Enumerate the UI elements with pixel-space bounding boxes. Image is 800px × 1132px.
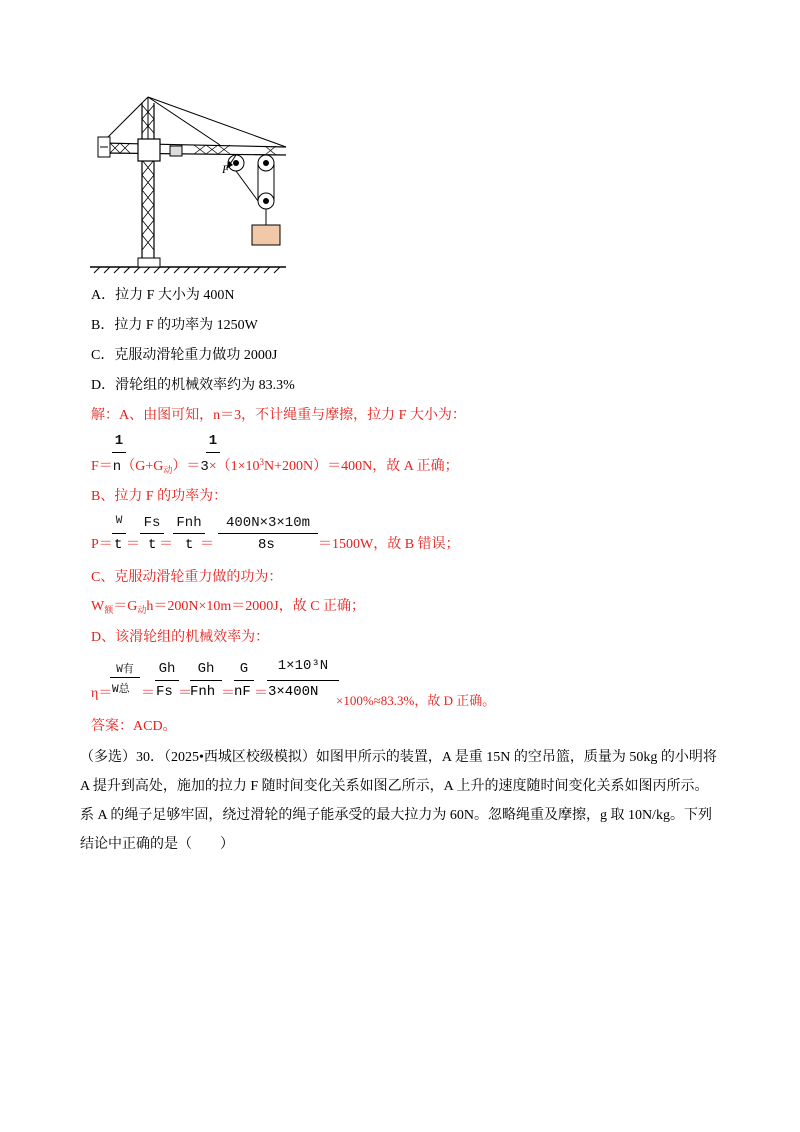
solution-c-head: C、克服动滑轮重力做的功为： — [91, 570, 283, 585]
frac-d3-line — [190, 680, 222, 681]
frac-a2-num: 1 — [208, 433, 218, 449]
frac-d-eq4: ＝ — [254, 686, 268, 701]
option-b: B．拉力 F 的功率为 1250W — [91, 318, 258, 333]
frac-b2-den: t — [148, 537, 157, 553]
frac-b3-line — [173, 533, 205, 534]
question-30-line-3: 系 A 的绳子足够牢固，绕过滑轮的绳子能承受的最大拉力为 60N。忽略绳重及摩擦，g 取 10N/kg。下列 — [80, 808, 712, 823]
frac-d1-line — [110, 677, 140, 678]
frac-d-eq3: ＝ — [221, 686, 235, 701]
frac-d-eq1: ＝ — [141, 686, 155, 701]
solution-d-head: D、该滑轮组的机械效率为： — [91, 630, 270, 645]
frac-b3-num: Fnh — [176, 515, 202, 531]
formula-a-sup: 3 — [259, 457, 265, 467]
frac-d2-den: Fs — [156, 684, 173, 700]
formula-c — [91, 598, 365, 619]
formula-c-mid: ＝G — [113, 599, 138, 614]
formula-c-g-sub: 动 — [137, 605, 147, 615]
formula-c-w-sub: 额 — [104, 605, 114, 615]
frac-b3-den: t — [185, 537, 194, 553]
frac-d4-line — [234, 680, 254, 681]
crane-figure — [90, 95, 290, 275]
formula-c-w: W — [91, 599, 105, 614]
question-30-line-2: A 提升到高处，施加的拉力 F 随时间变化关系如图乙所示，A 上升的速度随时间变化关系如图丙所示。 — [80, 779, 709, 794]
frac-d2-num: Gh — [158, 661, 176, 677]
formula-a-sub: 动 — [163, 465, 173, 475]
frac-b2-line — [140, 533, 164, 534]
formula-b-result: ＝1500W，故 B 错误； — [318, 537, 460, 552]
formula-b — [91, 536, 113, 554]
frac-d5-num: 1×10³N — [277, 658, 329, 674]
formula-d-result: ×100%≈83.3%，故 D 正确。 — [336, 693, 496, 708]
frac-b-eq1: ＝ — [126, 537, 140, 552]
frac-b2-num: Fs — [143, 515, 161, 531]
frac-d1-den: W总 — [112, 684, 130, 696]
question-30-line-4: 结论中正确的是（ ） — [80, 837, 234, 852]
frac-d2-line — [155, 680, 179, 681]
frac-d3-num: Gh — [197, 661, 215, 677]
question-30-line-1: （多选）30．（2025•西城区校级模拟）如图甲所示的装置，A 是重 15N 的空吊篮，质量为 50kg 的小明将 — [80, 750, 717, 765]
frac-b4-num: 400N×3×10m — [225, 515, 310, 531]
formula-a-eq: ）＝ — [172, 459, 201, 474]
frac-b1-line — [112, 533, 126, 534]
formula-a-lhs: F＝ — [91, 459, 113, 474]
formula-a-mid: （G+G — [121, 459, 164, 474]
solution-b-head: B、拉力 F 的功率为： — [91, 489, 228, 504]
formula-c-rest: h＝200N×10m＝2000J，故 C 正确； — [146, 599, 366, 614]
frac-d3-den: Fnh — [190, 684, 216, 700]
frac-d4-den: nF — [234, 684, 251, 700]
option-a: A．拉力 F 大小为 400N — [91, 288, 235, 303]
frac-b1-den: t — [114, 537, 123, 553]
frac-d5-line — [267, 680, 339, 681]
frac-a1-num: 1 — [114, 433, 124, 449]
frac-d4-num: G — [239, 661, 249, 677]
frac-b4-line — [218, 533, 318, 534]
formula-a-rhs-pre: ×（1×10 — [208, 459, 260, 474]
formula-d-lhs: η＝ — [91, 686, 113, 701]
frac-d1-num: W有 — [116, 664, 134, 676]
frac-b4-den: 8s — [258, 537, 275, 553]
formula-b-lhs: P＝ — [91, 537, 113, 552]
formula-a-den1: n — [112, 459, 122, 475]
formula-a-rhs-post: N+200N）＝400N，故 A 正确； — [264, 459, 459, 474]
solution-intro: 解：A、由图可知，n＝3，不计绳重与摩擦，拉力 F 大小为： — [91, 408, 466, 423]
frac-d5-den: 3×400N — [268, 684, 319, 700]
frac-b-eq2: ＝ — [159, 537, 173, 552]
answer: 答案：ACD。 — [91, 719, 177, 734]
force-label: F — [222, 162, 230, 176]
frac-b-eq3: ＝ — [200, 537, 214, 552]
formula-a — [91, 453, 459, 479]
option-d: D．滑轮组的机械效率约为 83.3% — [91, 378, 295, 393]
frac-d-eq2: ＝ — [178, 686, 192, 701]
frac-b1-num: W — [115, 515, 123, 527]
option-c: C．克服动滑轮重力做功 2000J — [91, 348, 278, 363]
formula-a-den2: 3 — [200, 459, 209, 475]
